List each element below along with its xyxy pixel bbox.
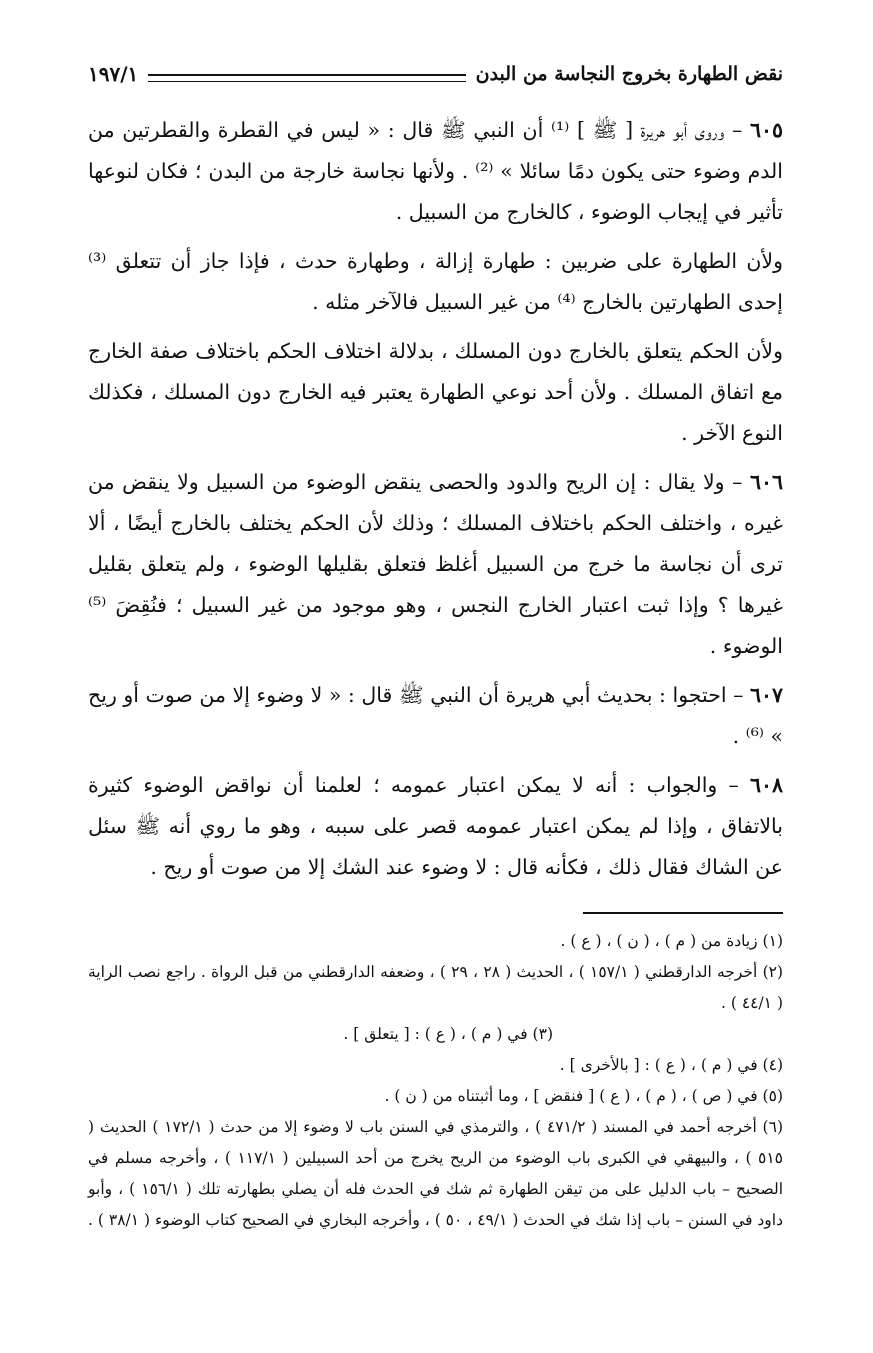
paragraph-text: – والجواب : أنه لا يمكن اعتبار عمومه ؛ لعلمنا أن نواقض الوضوء كثيرة بالاتفاق ، وإذا لم يمكن اعتبار عمومه قصر على سببه ، وهو ما روي أنه ﷺ سئل عن الشاك فقال ذلك ، فكأنه قال : لا وضوء عند الشك إلا من صوت أو ريح . xyxy=(88,773,783,879)
paragraph-text: ولأن الحكم يتعلق بالخارج دون المسلك ، بدلالة اختلاف الحكم باختلاف صفة الخارج مع اتفاق المسلك . ولأن أحد نوعي الطهارة يعتبر فيه الخارج دون المسلك ، فكذلك النوع الآخر . xyxy=(88,339,783,445)
paragraph-number: ٦٠٨ xyxy=(749,773,783,797)
paragraph-text: – احتجوا : بحديث أبي هريرة أن النبي ﷺ قال : « لا وضوء إلا من صوت أو ريح » ⁽⁶⁾ . xyxy=(88,683,783,748)
paragraph-number: ٦٠٥ xyxy=(749,118,784,142)
footnote-6: (٦) أخرجه أحمد في المسند ( ٤٧١/٢ ) ، والترمذي في السنن باب لا وضوء إلا من حدث ( ١٧٢/١ ) الحديث ( ٥١٥ ) ، والبيهقي في الكبرى باب الوضوء من الريح يخرج من أحد السبيلين ( ١١٧/١ ) ، وأخرجه مسلم في الصحيح – باب الدليل على من تيقن الطهارة ثم شك في الحدث فله أن يصلي بطهارته تلك ( ١٥٦/١ ) ، وأبو داود في السنن – باب إذا شك في الحدث ( ٤٩/١ ، ٥٠ ) ، وأخرجه البخاري في الصحيح كتاب الوضوء ( ٣٨/١ ) . xyxy=(88,1118,784,1229)
running-header xyxy=(88,52,783,96)
paragraph-607 xyxy=(88,675,783,757)
footnote-5: (٥) في ( ص ) ، ( م ) ، ( ع ) [ فنقض ] ، وما أثبتناه من ( ن ) . xyxy=(384,1087,783,1105)
paragraph-number: ٦٠٦ xyxy=(749,470,783,494)
header-title: نقض الطهارة بخروج النجاسة من البدن xyxy=(475,63,783,85)
paragraph xyxy=(88,331,783,454)
header-rule xyxy=(148,74,465,82)
footnote-separator xyxy=(583,912,783,914)
paragraph-number: ٦٠٧ xyxy=(749,683,783,707)
main-text xyxy=(88,110,783,888)
paragraph xyxy=(88,241,783,323)
paragraph-608 xyxy=(88,765,783,888)
paragraph-text: – وروى أبو هريرة [ ﷺ ] ⁽¹⁾ أن النبي ﷺ قال : « ليس في القطرة والقطرتين من الدم وضوء حتى يكون دمًا سائلا » ⁽²⁾ . ولأنها نجاسة خارجة من البدن ؛ فكان لنوعها تأثير في إيجاب الوضوء ، كالخارج من السبيل . xyxy=(88,118,783,224)
paragraph-text: – ولا يقال : إن الريح والدود والحصى ينقض الوضوء من السبيل ولا ينقض من غيره ، واختلف الحكم باختلاف المسلك ؛ وذلك لأن الحكم يختلف بالخارج أيضًا ، ألا ترى أن نجاسة ما خرج من السبيل أغلظ فتعلق بقليلها الوضوء ، ولم يتعلق بقليل غيرها ؟ وإذا ثبت اعتبار الخارج النجس ، وهو موجود من غير السبيل ؛ فنُقِضَ ⁽⁵⁾ الوضوء . xyxy=(88,470,783,658)
page-number: ١٩٧/١ xyxy=(88,62,139,86)
paragraph-605 xyxy=(88,110,783,233)
footnote-1: (١) زيادة من ( م ) ، ( ن ) ، ( ع ) . xyxy=(560,932,783,950)
footnote-2: (٢) أخرجه الدارقطني ( ١٥٧/١ ) ، الحديث ( ٢٨ ، ٢٩ ) ، وضعفه الدارقطني من قبل الرواة . راجع نصب الراية ( ٤٤/١ ) . xyxy=(88,963,784,1012)
footnote-4: (٤) في ( م ) ، ( ع ) : [ بالأخرى ] . xyxy=(559,1056,783,1074)
footnotes xyxy=(88,926,783,1236)
footnote-3: (٣) في ( م ) ، ( ع ) : [ يتعلق ] . xyxy=(343,1025,553,1043)
paragraph-606 xyxy=(88,462,783,667)
paragraph-text: ولأن الطهارة على ضربين : طهارة إزالة ، وطهارة حدث ، فإذا جاز أن تتعلق ⁽³⁾ إحدى الطهارتين بالخارج ⁽⁴⁾ من غير السبيل فالآخر مثله . xyxy=(88,249,783,314)
